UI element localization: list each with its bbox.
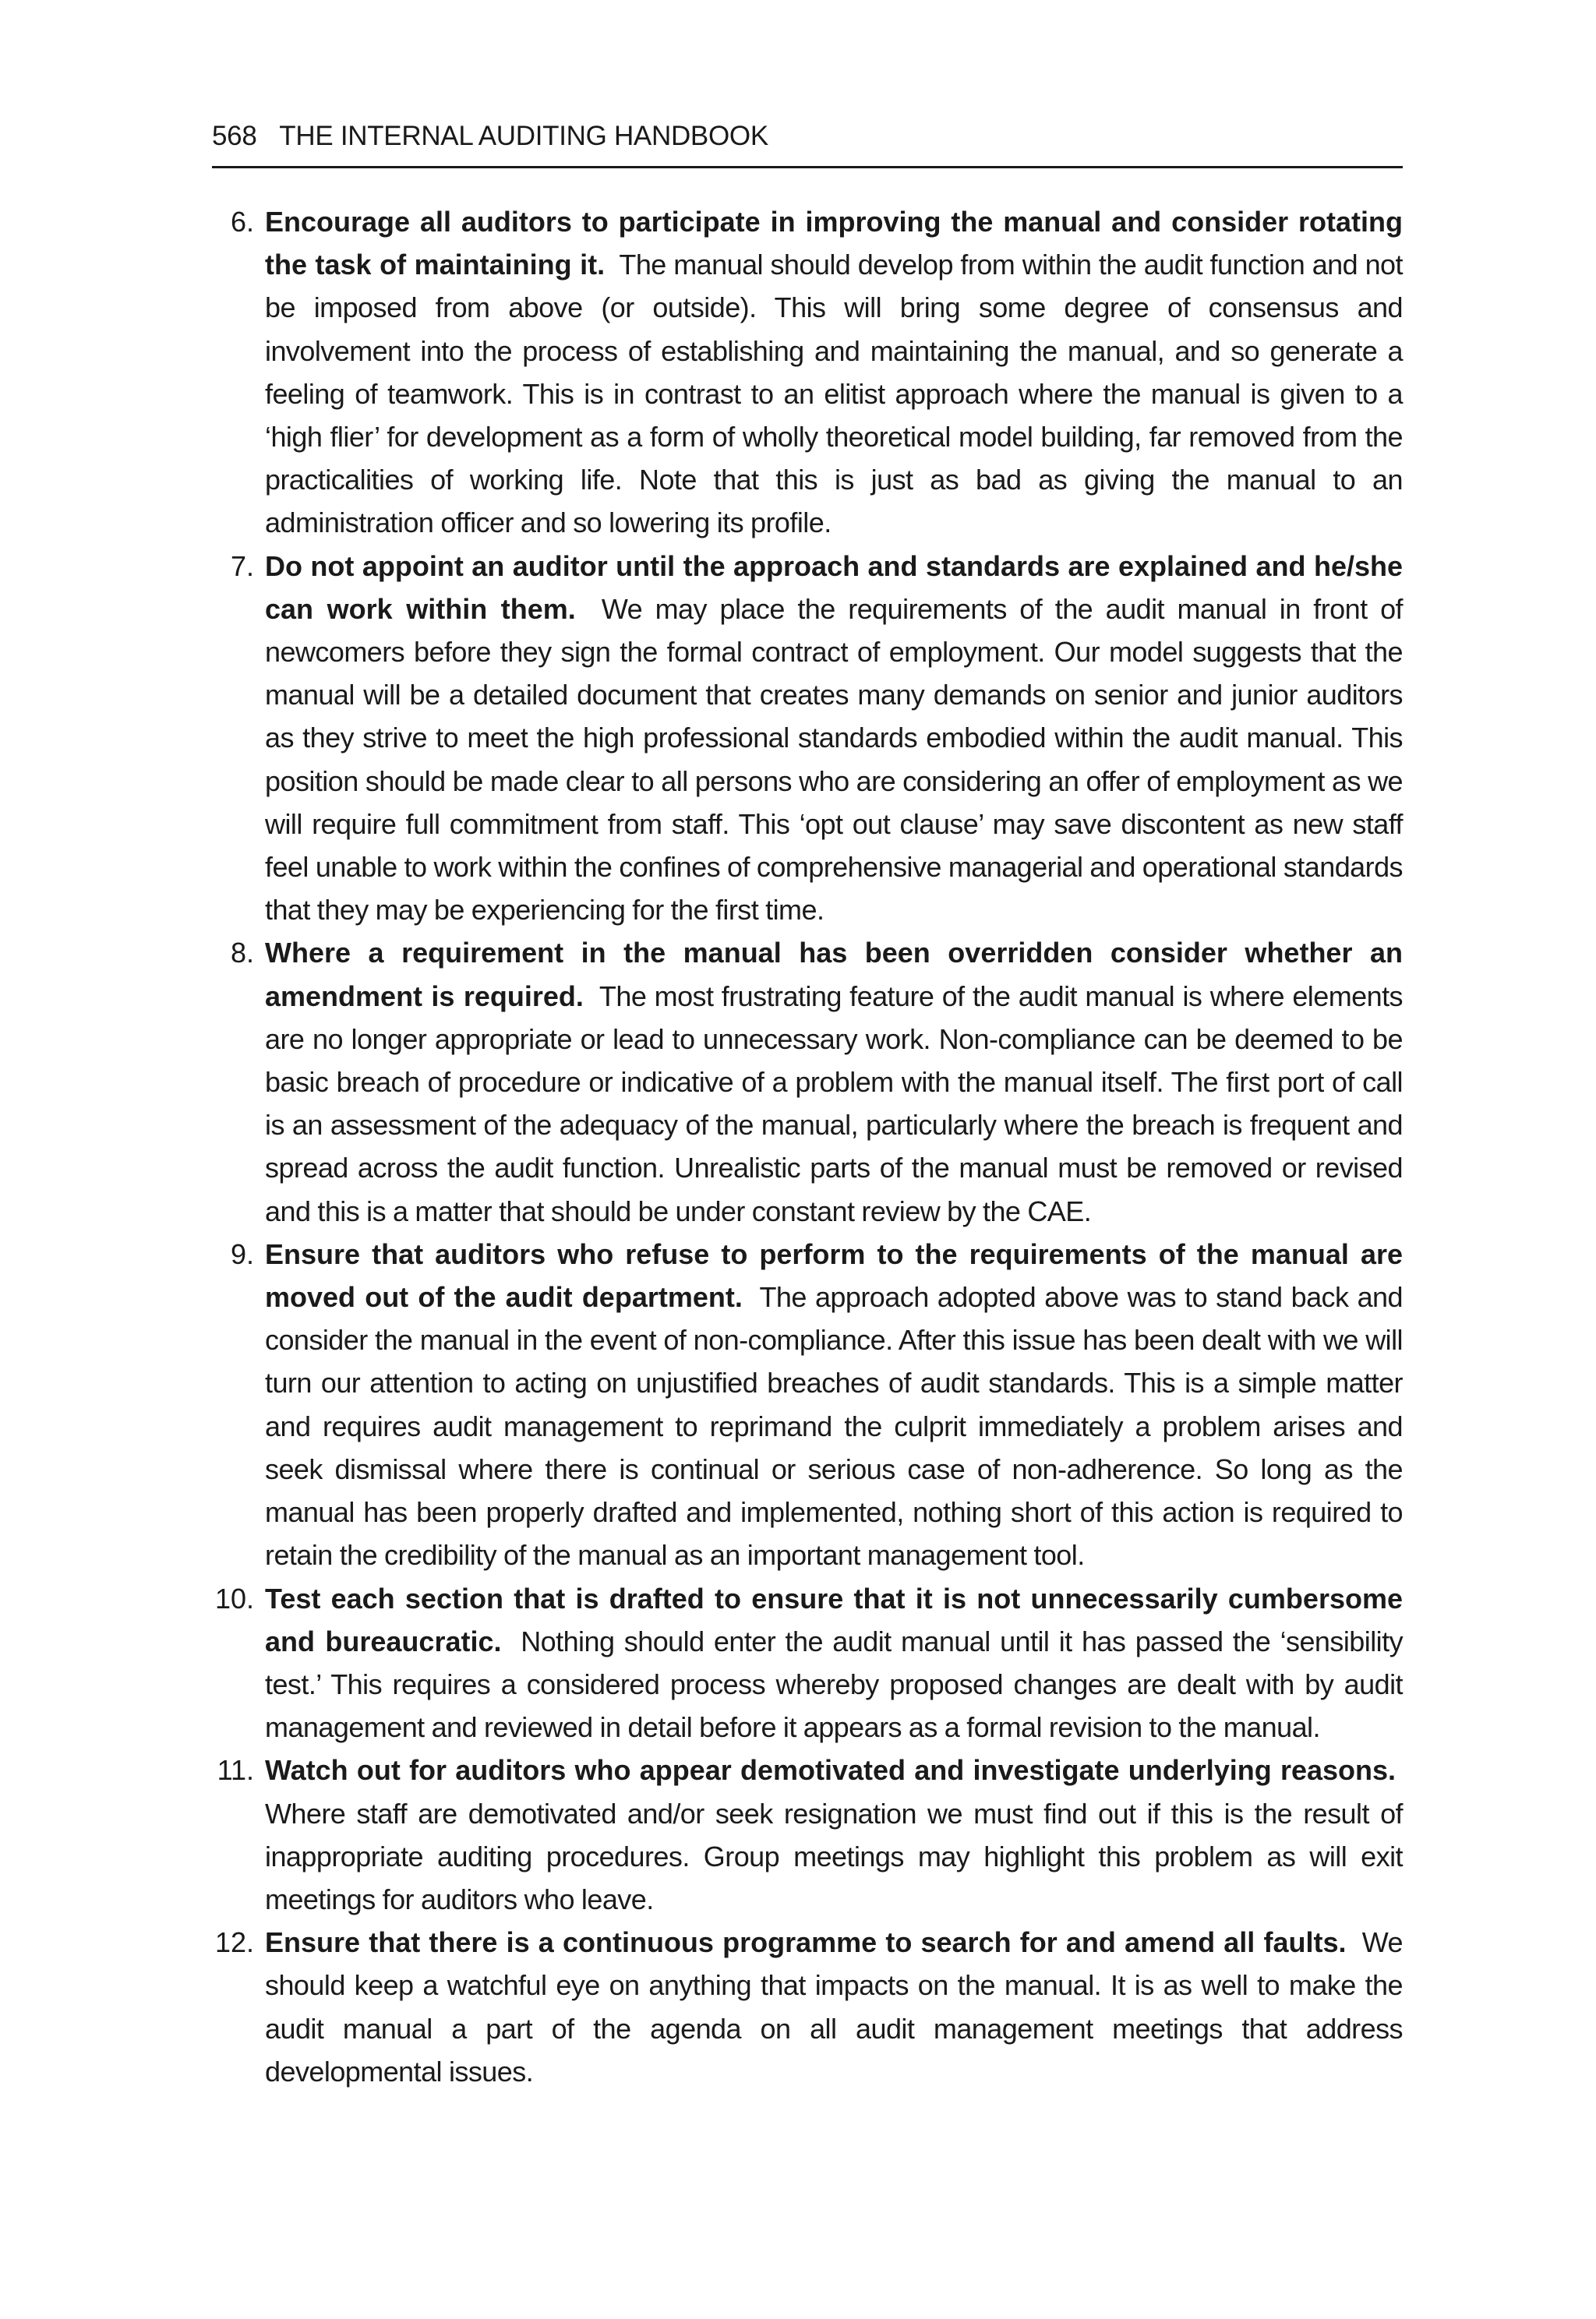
item-number: 8. (230, 937, 254, 969)
list-item (217, 1749, 1403, 1921)
item-paragraph (265, 1749, 1403, 1921)
item-text: We should keep a watchful eye on anything that impacts on the manual. It is as well to make the audit manual a part of the agenda on all audit management meetings that address developmental issues. (265, 1926, 1403, 2088)
item-text: The manual should develop from within the audit function and not be imposed from above (or outside). This will bring some degree of consensus and involvement into the process of establishing and maintaining the manual, and so generate a feeling of teamwork. This is in contrast to an elitist approach where the manual is given to a ‘high flier’ for development as a form of wholly theoretical model building, far removed from the practicalities of working life. Note that this is just as bad as giving the manual to an administration officer and so lowering its profile. (265, 249, 1403, 539)
item-heading: Encourage all auditors to participate in improving the manual and consider rotating the task of maintaining it. (265, 206, 1403, 281)
page-number: 568 (212, 121, 257, 151)
item-paragraph (265, 1921, 1403, 2093)
numbered-recommendations-list (214, 200, 1404, 2093)
list-item (214, 1577, 1404, 1749)
running-header (212, 117, 1403, 168)
item-number: 11. (217, 1754, 254, 1787)
list-item (214, 1921, 1403, 2093)
item-number: 9. (230, 1237, 254, 1270)
item-paragraph (265, 200, 1403, 545)
item-heading: Watch out for auditors who appear demotivated and investigate underlying reasons. (265, 1754, 1396, 1787)
item-text: Nothing should enter the audit manual until it has passed the ‘sensibility test.’ This requires a considered process whereby proposed changes are dealt with by audit management and reviewed in detail before it appears as a formal revision to the manual. (265, 1625, 1404, 1744)
item-text: We may place the requirements of the audit manual in front of newcomers before they sign the formal contract of employment. Our model suggests that the manual will be a detailed document that creates many demands on senior and junior auditors as they strive to meet the high professional standards embodied within the audit manual. This position should be made clear to all persons who are considering an offer of employment as we will require full commitment from staff. This ‘opt out clause’ may save discontent as new staff feel unable to work within the confines of comprehensive managerial and operational standards that they may be experiencing for the first time. (265, 592, 1403, 927)
list-item (230, 1233, 1403, 1577)
item-paragraph (265, 1577, 1403, 1749)
item-heading: Ensure that there is a continuous programme to search for and amend all faults. (265, 1926, 1347, 1959)
item-heading: Ensure that auditors who refuse to perform to the requirements of the manual are moved out of the audit department. (265, 1237, 1403, 1314)
list-item (230, 931, 1403, 1232)
item-paragraph (265, 1233, 1403, 1577)
item-heading: Do not appoint an auditor until the approach and standards are explained and he/she can work within them. (265, 549, 1403, 625)
item-paragraph (265, 545, 1403, 932)
item-paragraph (265, 931, 1403, 1232)
item-number: 6. (230, 206, 254, 238)
item-text: The most frustrating feature of the audit manual is where elements are no longer appropriate or lead to unnecessary work. Non-compliance can be deemed to be basic breach of procedure or indicative of a problem with the manual itself. The first port of call is an assessment of the adequacy of the manual, particularly where the breach is frequent and spread across the audit function. Unrealistic parts of the manual must be removed or revised and this is a matter that should be under constant review by the CAE. (265, 979, 1403, 1227)
book-title: THE INTERNAL AUDITING HANDBOOK (279, 121, 768, 151)
item-number: 12. (214, 1926, 254, 1959)
item-number: 10. (214, 1582, 254, 1615)
list-item (230, 200, 1403, 545)
item-text: The approach adopted above was to stand back and consider the manual in the event of non-compliance. After this issue has been dealt with we will turn our attention to acting on unjustified breaches of audit standards. This is a simple matter and requires audit management to reprimand the culprit immediately a problem arises and seek dismissal where there is continual or serious case of non-adherence. So long as the manual has been properly drafted and implemented, nothing short of this action is required to retain the credibility of the manual as an important management tool. (265, 1281, 1403, 1572)
item-heading: Where a requirement in the manual has been overridden consider whether an amendment is required. (265, 937, 1403, 1012)
item-heading: Test each section that is drafted to ensure that it is not unnecessarily cumbersome and bureaucratic. (265, 1582, 1403, 1657)
item-text: Where staff are demotivated and/or seek resignation we must find out if this is the result of inappropriate auditing procedures. Group meetings may highlight this problem as will exit meetings for auditors who leave. (265, 1797, 1403, 1915)
item-number: 7. (230, 549, 254, 582)
list-item (230, 545, 1403, 932)
